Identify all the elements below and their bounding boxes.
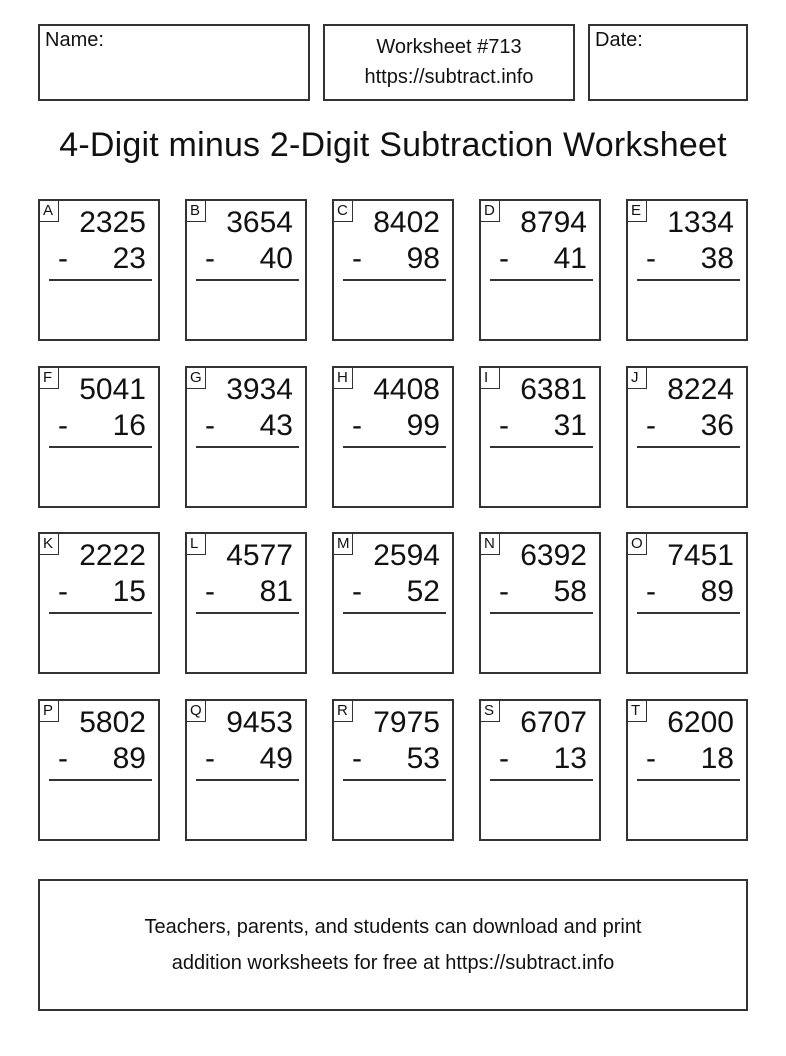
answer-line	[49, 612, 152, 614]
problem-letter: D	[480, 200, 500, 222]
problem-grid	[38, 199, 748, 843]
problem-card-j[interactable]	[626, 366, 748, 508]
problem-letter: R	[333, 700, 353, 722]
problem-letter: G	[186, 367, 206, 389]
problem-letter: L	[186, 533, 206, 555]
problem-letter: O	[627, 533, 647, 555]
problem-card-d[interactable]	[479, 199, 601, 341]
subtrahend: 13	[553, 741, 587, 775]
minus-sign: -	[58, 741, 68, 775]
minuend: 2594	[373, 539, 440, 572]
subtrahend: 58	[553, 575, 587, 608]
minus-sign: -	[352, 575, 362, 608]
minuend: 3934	[226, 372, 293, 406]
name-label: Name:	[45, 29, 104, 51]
problem-card-k[interactable]	[38, 532, 160, 674]
problem-card-s[interactable]	[479, 699, 601, 841]
problem-letter: J	[627, 367, 647, 389]
problem-letter: K	[39, 533, 59, 555]
problem-letter: H	[333, 367, 353, 389]
answer-line	[343, 779, 446, 781]
problem-letter: N	[480, 533, 500, 555]
problem-letter: E	[627, 200, 647, 222]
problem-letter: P	[39, 700, 59, 722]
minuend: 2222	[79, 539, 146, 572]
minus-sign: -	[646, 575, 656, 608]
answer-line	[490, 779, 593, 781]
problem-card-i[interactable]	[479, 366, 601, 508]
worksheet-info-box	[323, 24, 575, 101]
answer-line	[637, 779, 740, 781]
problem-letter: M	[333, 533, 353, 555]
subtrahend: 18	[700, 741, 734, 775]
minus-sign: -	[58, 575, 68, 608]
subtrahend: 16	[112, 408, 146, 442]
minuend: 8402	[373, 206, 440, 239]
subtrahend: 36	[700, 408, 734, 442]
problem-letter: S	[480, 700, 500, 722]
answer-line	[490, 612, 593, 614]
minuend: 5041	[79, 372, 146, 406]
problem-letter: C	[333, 200, 353, 222]
answer-line	[196, 446, 299, 448]
minuend: 7975	[373, 705, 440, 739]
subtrahend: 98	[406, 242, 440, 275]
problem-letter: B	[186, 200, 206, 222]
problem-card-m[interactable]	[332, 532, 454, 674]
minus-sign: -	[58, 242, 68, 275]
answer-line	[637, 612, 740, 614]
minuend: 1334	[667, 206, 734, 239]
date-field[interactable]	[588, 24, 748, 101]
problem-card-e[interactable]	[626, 199, 748, 341]
date-label: Date:	[595, 29, 643, 51]
minuend: 8794	[520, 206, 587, 239]
subtrahend: 38	[700, 242, 734, 275]
page-title: 4-Digit minus 2-Digit Subtraction Worksheet	[59, 126, 727, 164]
minuend: 2325	[79, 206, 146, 239]
minuend: 6381	[520, 372, 587, 406]
answer-line	[637, 446, 740, 448]
answer-line	[637, 279, 740, 281]
answer-line	[196, 612, 299, 614]
subtrahend: 40	[259, 242, 293, 275]
subtrahend: 43	[259, 408, 293, 442]
problem-card-f[interactable]	[38, 366, 160, 508]
problem-card-g[interactable]	[185, 366, 307, 508]
answer-line	[196, 779, 299, 781]
answer-line	[196, 279, 299, 281]
footer-box	[38, 879, 748, 1011]
minus-sign: -	[205, 408, 215, 442]
minus-sign: -	[205, 741, 215, 775]
minus-sign: -	[58, 408, 68, 442]
minus-sign: -	[499, 242, 509, 275]
problem-letter: Q	[186, 700, 206, 722]
problem-card-b[interactable]	[185, 199, 307, 341]
subtrahend: 23	[112, 242, 146, 275]
minus-sign: -	[352, 242, 362, 275]
problem-card-q[interactable]	[185, 699, 307, 841]
problem-letter: A	[39, 200, 59, 222]
minuend: 9453	[226, 705, 293, 739]
answer-line	[49, 779, 152, 781]
problem-card-r[interactable]	[332, 699, 454, 841]
minus-sign: -	[646, 242, 656, 275]
answer-line	[343, 446, 446, 448]
name-field[interactable]	[38, 24, 310, 101]
problem-card-c[interactable]	[332, 199, 454, 341]
minuend: 7451	[667, 539, 734, 572]
minuend: 5802	[79, 705, 146, 739]
subtrahend: 89	[112, 741, 146, 775]
problem-letter: F	[39, 367, 59, 389]
minuend: 6200	[667, 705, 734, 739]
subtrahend: 41	[553, 242, 587, 275]
answer-line	[49, 279, 152, 281]
minus-sign: -	[499, 575, 509, 608]
subtrahend: 99	[406, 408, 440, 442]
subtrahend: 53	[406, 741, 440, 775]
subtrahend: 81	[259, 575, 293, 608]
minuend: 3654	[226, 206, 293, 239]
problem-card-n[interactable]	[479, 532, 601, 674]
minus-sign: -	[499, 408, 509, 442]
problem-card-h[interactable]	[332, 366, 454, 508]
minus-sign: -	[646, 408, 656, 442]
footer-text-line-2: addition worksheets for free at https://subtract.info	[171, 952, 615, 974]
subtrahend: 31	[553, 408, 587, 442]
minus-sign: -	[352, 408, 362, 442]
problem-card-o[interactable]	[626, 532, 748, 674]
subtrahend: 15	[112, 575, 146, 608]
minus-sign: -	[205, 242, 215, 275]
minus-sign: -	[352, 741, 362, 775]
minus-sign: -	[646, 741, 656, 775]
problem-card-l[interactable]	[185, 532, 307, 674]
answer-line	[490, 446, 593, 448]
subtrahend: 89	[700, 575, 734, 608]
worksheet-url: https://subtract.info	[364, 66, 534, 88]
answer-line	[490, 279, 593, 281]
problem-card-p[interactable]	[38, 699, 160, 841]
problem-letter: T	[627, 700, 647, 722]
minuend: 4577	[226, 539, 293, 572]
answer-line	[343, 279, 446, 281]
minuend: 6707	[520, 705, 587, 739]
answer-line	[343, 612, 446, 614]
minuend: 6392	[520, 539, 587, 572]
minuend: 4408	[373, 372, 440, 406]
minus-sign: -	[499, 741, 509, 775]
footer-text-line-1: Teachers, parents, and students can download and print	[144, 916, 642, 938]
minuend: 8224	[667, 372, 734, 406]
subtrahend: 52	[406, 575, 440, 608]
problem-letter: I	[480, 367, 500, 389]
answer-line	[49, 446, 152, 448]
subtrahend: 49	[259, 741, 293, 775]
problem-card-a[interactable]	[38, 199, 160, 341]
worksheet-number: Worksheet #713	[376, 36, 522, 58]
problem-card-t[interactable]	[626, 699, 748, 841]
minus-sign: -	[205, 575, 215, 608]
